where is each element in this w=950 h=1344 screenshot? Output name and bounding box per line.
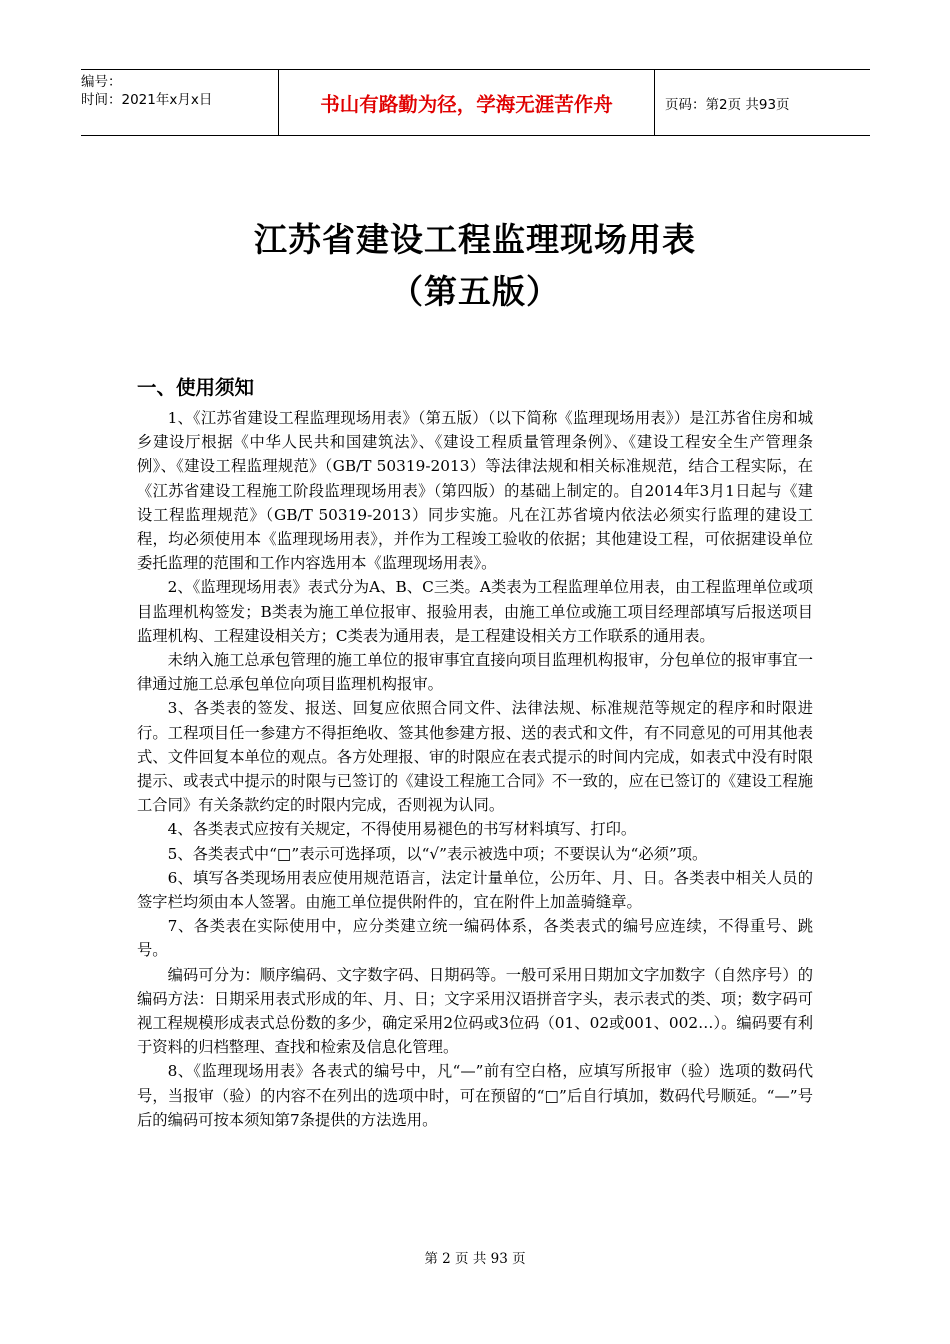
section-heading: 一、使用须知 [137, 376, 255, 399]
paragraph: 3、各类表的签发、报送、回复应依照合同文件、法律法规、标准规范等规定的程序和时限进行。工程项目任一参建方不得拒绝收、签其他参建方报、送的表式和文件，有不同意见的可用其他表式、文件回复本单位的观点。各方处理报、审的时限应在表式提示的时间内完成，如表式中没有时限提示、或表式中提示的时限与已签订的《建设工程施工合同》不一致的，应在已签订的《建设工程施工合同》有关条款约定的时限内完成，否则视为认同。 [137, 699, 813, 815]
header-page-info: 页码：第2页 共93页 [665, 96, 790, 113]
page-footer: 第 2 页 共 93 页 [424, 1251, 526, 1267]
paragraph: 未纳入施工总承包管理的施工单位的报审事宜直接向项目监理机构报审，分包单位的报审事宜一律通过施工总承包单位向项目监理机构报审。 [137, 651, 813, 694]
section-body [137, 406, 813, 1132]
paragraph: 编码可分为：顺序编码、文字数字码、日期码等。一般可采用日期加文字加数字（自然序号）的编码方法：日期采用表式形成的年、月、日；文字采用汉语拼音字头，表示表式的类、项；数字码可视工程规模形成表式总份数的多少，确定采用2位码或3位码（01、02或001、002…）。编码要有利于资料的归档整理、查找和检索及信息化管理。 [137, 965, 813, 1057]
header-motto: 书山有路勤为径，学海无涯苦作舟 [278, 70, 655, 135]
paragraph: 4、各类表式应按有关规定，不得使用易褪色的书写材料填写、打印。 [167, 820, 637, 839]
code-label: 编号： [81, 74, 122, 90]
document-subtitle: （第五版） [390, 272, 560, 311]
page-header [81, 69, 870, 136]
paragraph: 2、《监理现场用表》表式分为A、B、C三类。A类表为工程监理单位用表，由工程监理单位或项目监理机构签发；B类表为施工单位报审、报验用表，由施工单位或施工项目经理部填写后报送项目监理机构、工程建设相关方；C类表为通用表，是工程建设相关方工作联系的通用表。 [137, 578, 813, 645]
time-label: 时间：2021年x月x日 [81, 92, 213, 108]
paragraph: 7、各类表在实际使用中，应分类建立统一编码体系，各类表式的编号应连续，不得重号、跳号。 [137, 917, 813, 960]
paragraph: 6、填写各类现场用表应使用规范语言，法定计量单位，公历年、月、日。各类表中相关人员的签字栏均须由本人签署。由施工单位提供附件的，宜在附件上加盖骑缝章。 [137, 868, 813, 912]
paragraph: 5、各类表式中“□”表示可选择项，以“√”表示被选中项；不要误认为“必须”项。 [167, 844, 708, 863]
paragraph: 8、《监理现场用表》各表式的编号中，凡“—”前有空白格，应填写所报审（验）选项的数码代号，当报审（验）的内容不在列出的选项中时，可在预留的“□”后自行填加，数码代号顺延。“—”号后的编码可按本须知第7条提供的方法选用。 [137, 1062, 813, 1129]
header-meta [81, 70, 278, 135]
paragraph: 1、《江苏省建设工程监理现场用表》（第五版）（以下简称《监理现场用表》）是江苏省住房和城乡建设厅根据《中华人民共和国建筑法》、《建设工程质量管理条例》、《建设工程安全生产管理条例》、《建设工程监理规范》（GB/T 50319-2013）等法律法规和相关标准规范，结合工程实际，在《江苏省建设工程施工阶段监理现场用表》（第四版）的基础上制定的。自2014年3月1日起与《建设工程监理规范》（GB/T 50319-2013）同步实施。凡在江苏省境内依法必须实行监理的建设工程，均必须使用本《监理现场用表》，并作为工程竣工验收的依据；其他建设工程，可依据建设单位委托监理的范围和工作内容选用本《监理现场用表》。 [137, 409, 813, 573]
document-title: 江苏省建设工程监理现场用表 [254, 220, 696, 259]
